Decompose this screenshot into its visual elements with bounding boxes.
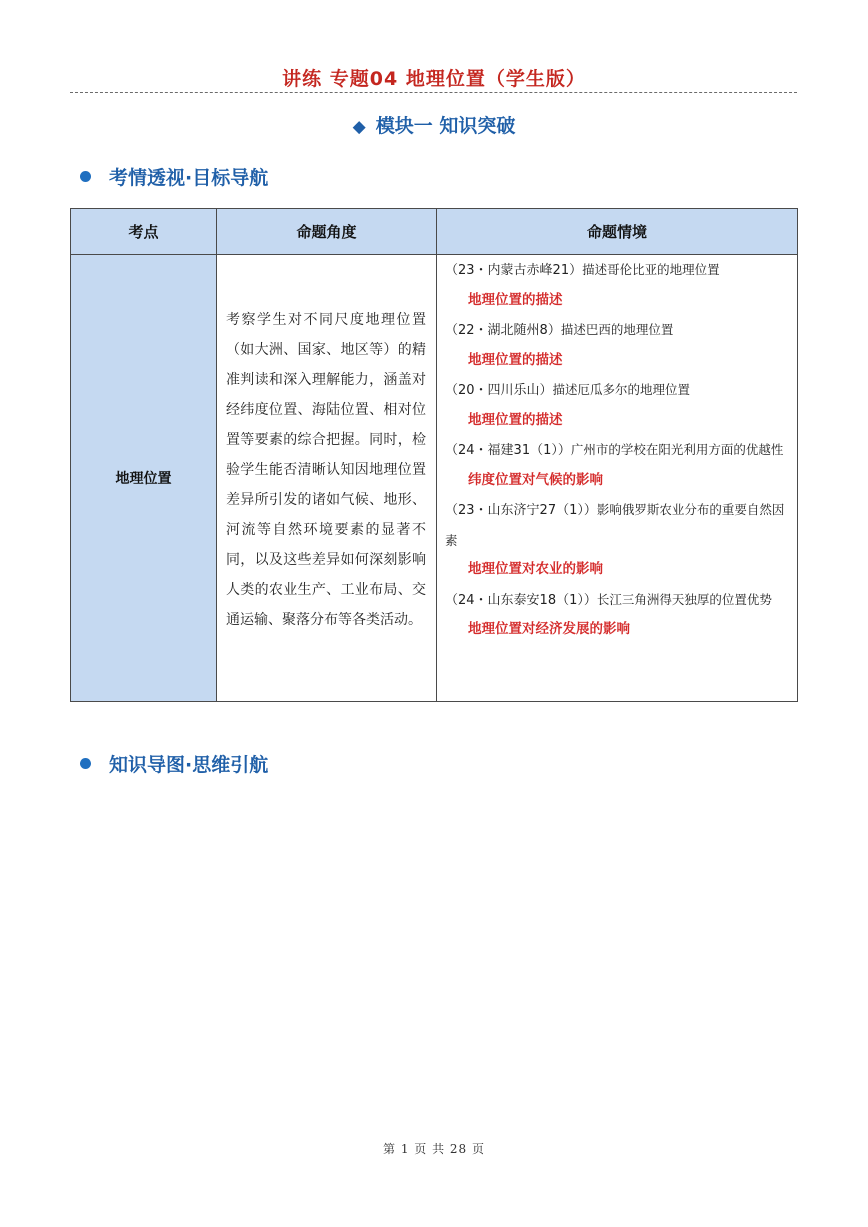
scenario-source: （23・山东济宁27（1））: [445, 503, 597, 518]
scenario-cell: [437, 255, 798, 702]
header-cell-angle: 命题角度: [217, 209, 437, 255]
angle-text: 考察学生对不同尺度地理位置（如大洲、国家、地区等）的精准判读和深入理解能力，涵盖对经纬度位置、海陆位置、相对位置等要素的综合把握。同时，检验学生能否清晰认知因地理位置差异所引发的诸如气候、地形、河流等自然环境要素的显著不同，以及这些差异如何深刻影响人类的农业生产、工业布局、交通运输、聚落分布等各类活动。: [226, 312, 426, 628]
scenario-source: （24・福建31（1））: [445, 443, 571, 458]
list-item: [445, 375, 791, 435]
list-item: [445, 315, 791, 375]
angle-cell: [217, 255, 437, 702]
section-heading-exam-overview: [80, 163, 268, 190]
scenario-desc: 描述厄瓜多尔的地理位置: [552, 382, 691, 397]
scenario-desc: 广州市的学校在阳光利用方面的优越性: [570, 442, 784, 457]
scenario-source: （20・四川乐山）: [445, 383, 553, 398]
scenario-topic: 地理位置的描述: [468, 351, 563, 368]
section-title: 考情透视·目标导航: [109, 167, 269, 189]
scenario-topic: 地理位置对农业的影响: [468, 561, 603, 577]
scenario-desc: 长江三角洲得天独厚的位置优势: [596, 591, 772, 607]
scenario-desc: 描述巴西的地理位置: [560, 322, 674, 337]
scenario-list: [437, 255, 797, 645]
list-item: [445, 255, 791, 315]
bullet-dot-icon: [80, 758, 91, 769]
diamond-icon: ◆: [352, 117, 366, 137]
scenario-source: （22・湖北随州8）: [445, 323, 561, 338]
module-title: 模块一 知识突破: [375, 115, 516, 137]
bullet-dot-icon: [80, 171, 91, 182]
section-heading-mind-map: [80, 750, 268, 777]
scenario-source: （24・山东泰安18（1））: [445, 592, 597, 608]
scenario-topic: 地理位置的描述: [468, 411, 563, 428]
title-divider: [70, 92, 797, 93]
list-item: [445, 585, 791, 645]
section-title: 知识导图·思维引航: [109, 754, 269, 776]
list-item: [445, 435, 791, 495]
scenario-topic: 地理位置对经济发展的影响: [468, 621, 630, 637]
table-header-row: [71, 209, 798, 255]
scenario-topic: 纬度位置对气候的影响: [468, 471, 603, 488]
header-cell-scenario: 命题情境: [437, 209, 798, 255]
point-cell: 地理位置: [71, 255, 217, 702]
header-cell-point: 考点: [71, 209, 217, 255]
document-title: 讲练 专题04 地理位置（学生版）: [282, 68, 586, 90]
scenario-desc: 影响俄罗斯农业分布的重要自然因素: [445, 502, 785, 548]
scenario-desc: 描述哥伦比亚的地理位置: [582, 262, 720, 277]
scenario-topic: 地理位置的描述: [468, 291, 563, 308]
list-item: [445, 495, 791, 585]
table-row: [71, 255, 798, 702]
exam-analysis-table: [70, 208, 798, 702]
scenario-source: （23・内蒙古赤峰21）: [445, 263, 583, 278]
page-footer: 第 1 页 共 28 页: [383, 1142, 485, 1156]
module-heading: [0, 111, 868, 138]
